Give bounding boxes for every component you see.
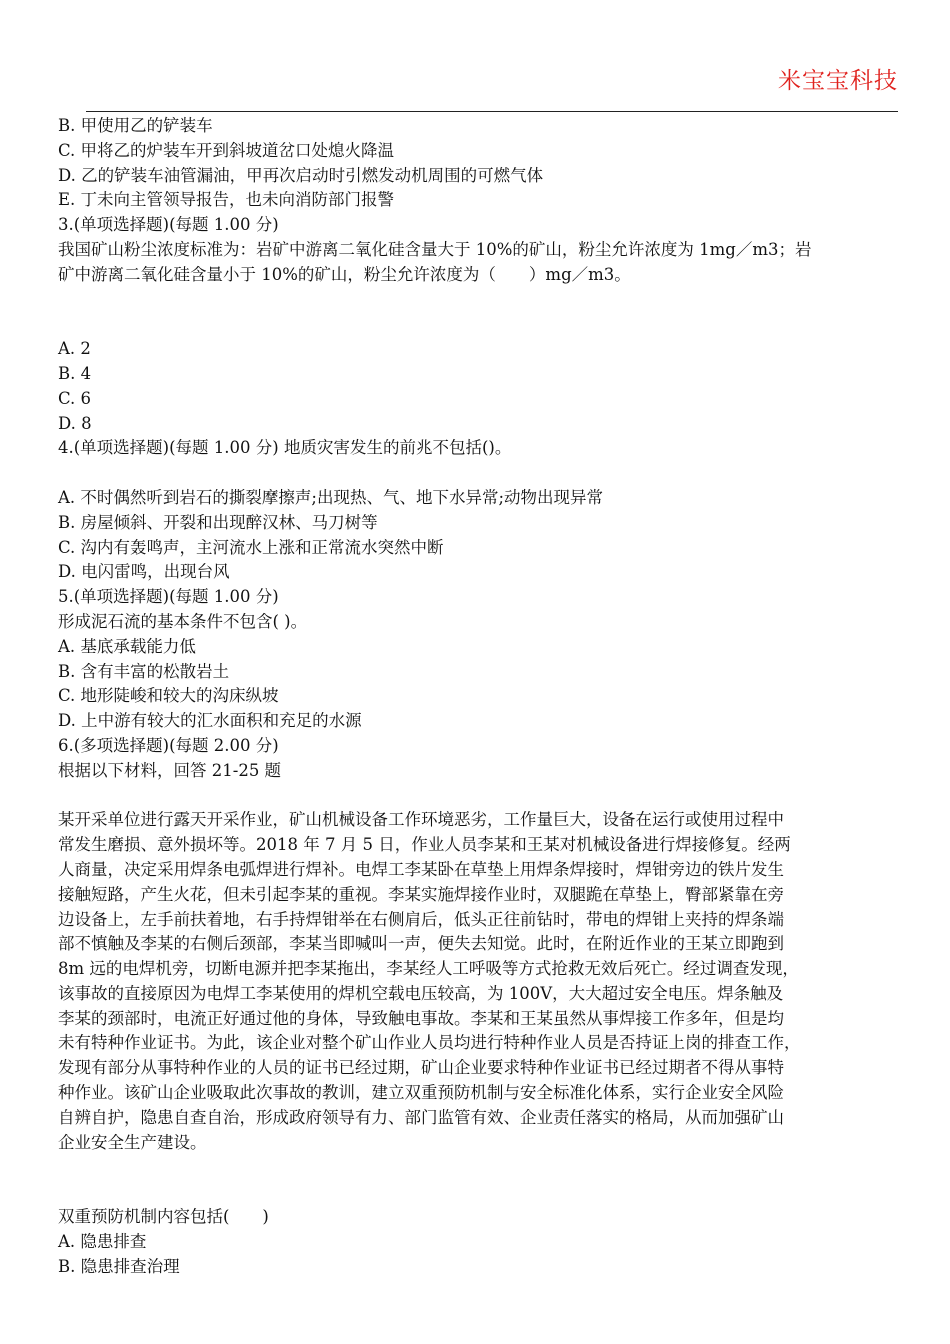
q3-option-c: C. 6 [58, 388, 92, 408]
q2-option-c: C. 甲将乙的炉装车开到斜坡道岔口处熄火降温 [58, 140, 395, 160]
q6-material-line: 该事故的直接原因为电焊工李某使用的焊机空载电压较高，为 100V，大大超过安全电压。焊条触及 [58, 983, 784, 1003]
q6-material-line: 人商量，决定采用焊条电弧焊进行焊补。电焊工李某卧在草垫上用焊条焊接时，焊钳旁边的铁片发生 [58, 859, 784, 879]
q3-option-a: A. 2 [58, 339, 91, 359]
q3-stem-line-1: 我国矿山粉尘浓度标准为：岩矿中游离二氧化硅含量大于 10%的矿山，粉尘允许浓度为 1mg／m3；岩 [58, 239, 812, 259]
q6-sub-question: 双重预防机制内容包括( ) [58, 1207, 269, 1227]
q6-material-line: 李某的颈部时，电流正好通过他的身体，导致触电事故。李某和王某虽然从事焊接工作多年，但是均 [58, 1008, 784, 1028]
q2-option-b: B. 甲使用乙的铲装车 [58, 116, 213, 135]
q4-header: 4.(单项选择题)(每题 1.00 分) 地质灾害发生的前兆不包括()。 [58, 438, 512, 458]
q6-material-line: 部不慎触及李某的右侧后颈部，李某当即喊叫一声，便失去知觉。此时，在附近作业的王某立即跑到 [58, 934, 784, 954]
q6-material-line: 8m 远的电焊机旁，切断电源并把李某拖出，李某经人工呼吸等方式抢救无效后死亡。经过调查发现， [58, 959, 799, 979]
document-body [58, 114, 900, 1279]
spacer [58, 784, 900, 809]
q5-option-d: D. 上中游有较大的汇水面积和充足的水源 [58, 711, 362, 731]
spacer [58, 461, 900, 486]
brand-logo-text: 米宝宝科技 [778, 68, 898, 94]
q6-material-line: 边设备上，左手前扶着地，右手持焊钳举在右侧肩后，低头正往前钻时，带电的焊钳上夹持的焊条端 [58, 909, 784, 929]
q2-option-d: D. 乙的铲装车油管漏油，甲再次启动时引燃发动机周围的可燃气体 [58, 165, 544, 185]
q4-option-d: D. 电闪雷鸣，出现台风 [58, 562, 230, 582]
q3-stem-line-2: 矿中游离二氧化硅含量小于 10%的矿山，粉尘允许浓度为（ ）mg／m3。 [58, 264, 631, 284]
q6-material-line: 发现有部分从事特种作业的人员的证书已经过期，矿山企业要求特种作业证书已经过期者不得从事特 [58, 1058, 784, 1078]
q3-option-b: B. 4 [58, 363, 92, 383]
q5-stem: 形成泥石流的基本条件不包含( )。 [58, 611, 308, 631]
q6-material-line: 某开采单位进行露天开采作业，矿山机械设备工作环境恶劣，工作量巨大，设备在运行或使用过程中 [58, 810, 784, 830]
spacer [58, 288, 900, 338]
q4-option-c: C. 沟内有轰鸣声，主河流水上涨和正常流水突然中断 [58, 537, 444, 557]
q4-option-a: A. 不时偶然听到岩石的撕裂摩擦声;出现热、气、地下水异常;动物出现异常 [58, 487, 604, 507]
q6-header: 6.(多项选择题)(每题 2.00 分) [58, 735, 279, 755]
q3-header: 3.(单项选择题)(每题 1.00 分) [58, 215, 279, 235]
spacer [58, 1155, 900, 1205]
q6-material-line: 种作业。该矿山企业吸取此次事故的教训，建立双重预防机制与安全标准化体系，实行企业安全风险 [58, 1083, 784, 1103]
q2-option-e: E. 丁未向主管领导报告，也未向消防部门报警 [58, 190, 395, 210]
q4-option-b: B. 房屋倾斜、开裂和出现醉汉林、马刀树等 [58, 512, 378, 532]
q5-header: 5.(单项选择题)(每题 1.00 分) [58, 587, 279, 607]
q6-intro: 根据以下材料，回答 21-25 题 [58, 760, 282, 780]
q6-material-line: 自辨自护，隐患自查自治，形成政府领导有力、部门监管有效、企业责任落实的格局，从而加强矿山 [58, 1107, 784, 1127]
q3-option-d: D. 8 [58, 413, 92, 433]
q6-material-line: 常发生磨损、意外损坏等。2018 年 7 月 5 日，作业人员李某和王某对机械设备进行焊接修复。经两 [58, 835, 791, 855]
q5-option-b: B. 含有丰富的松散岩土 [58, 661, 230, 681]
q5-option-c: C. 地形陡峻和较大的沟床纵坡 [58, 686, 279, 706]
q5-option-a: A. 基底承载能力低 [58, 636, 196, 656]
q6-option-b: B. 隐患排查治理 [58, 1256, 180, 1276]
q6-material-line: 企业安全生产建设。 [58, 1132, 207, 1152]
q6-option-a: A. 隐患排查 [58, 1231, 147, 1251]
header-rule [86, 111, 898, 112]
q6-material-line: 未有特种作业证书。为此，该企业对整个矿山作业人员均进行特种作业人员是否持证上岗的排查工作， [58, 1033, 801, 1053]
q6-material-line: 接触短路，产生火花，但未引起李某的重视。李某实施焊接作业时，双腿跪在草垫上，臀部紧靠在旁 [58, 884, 784, 904]
